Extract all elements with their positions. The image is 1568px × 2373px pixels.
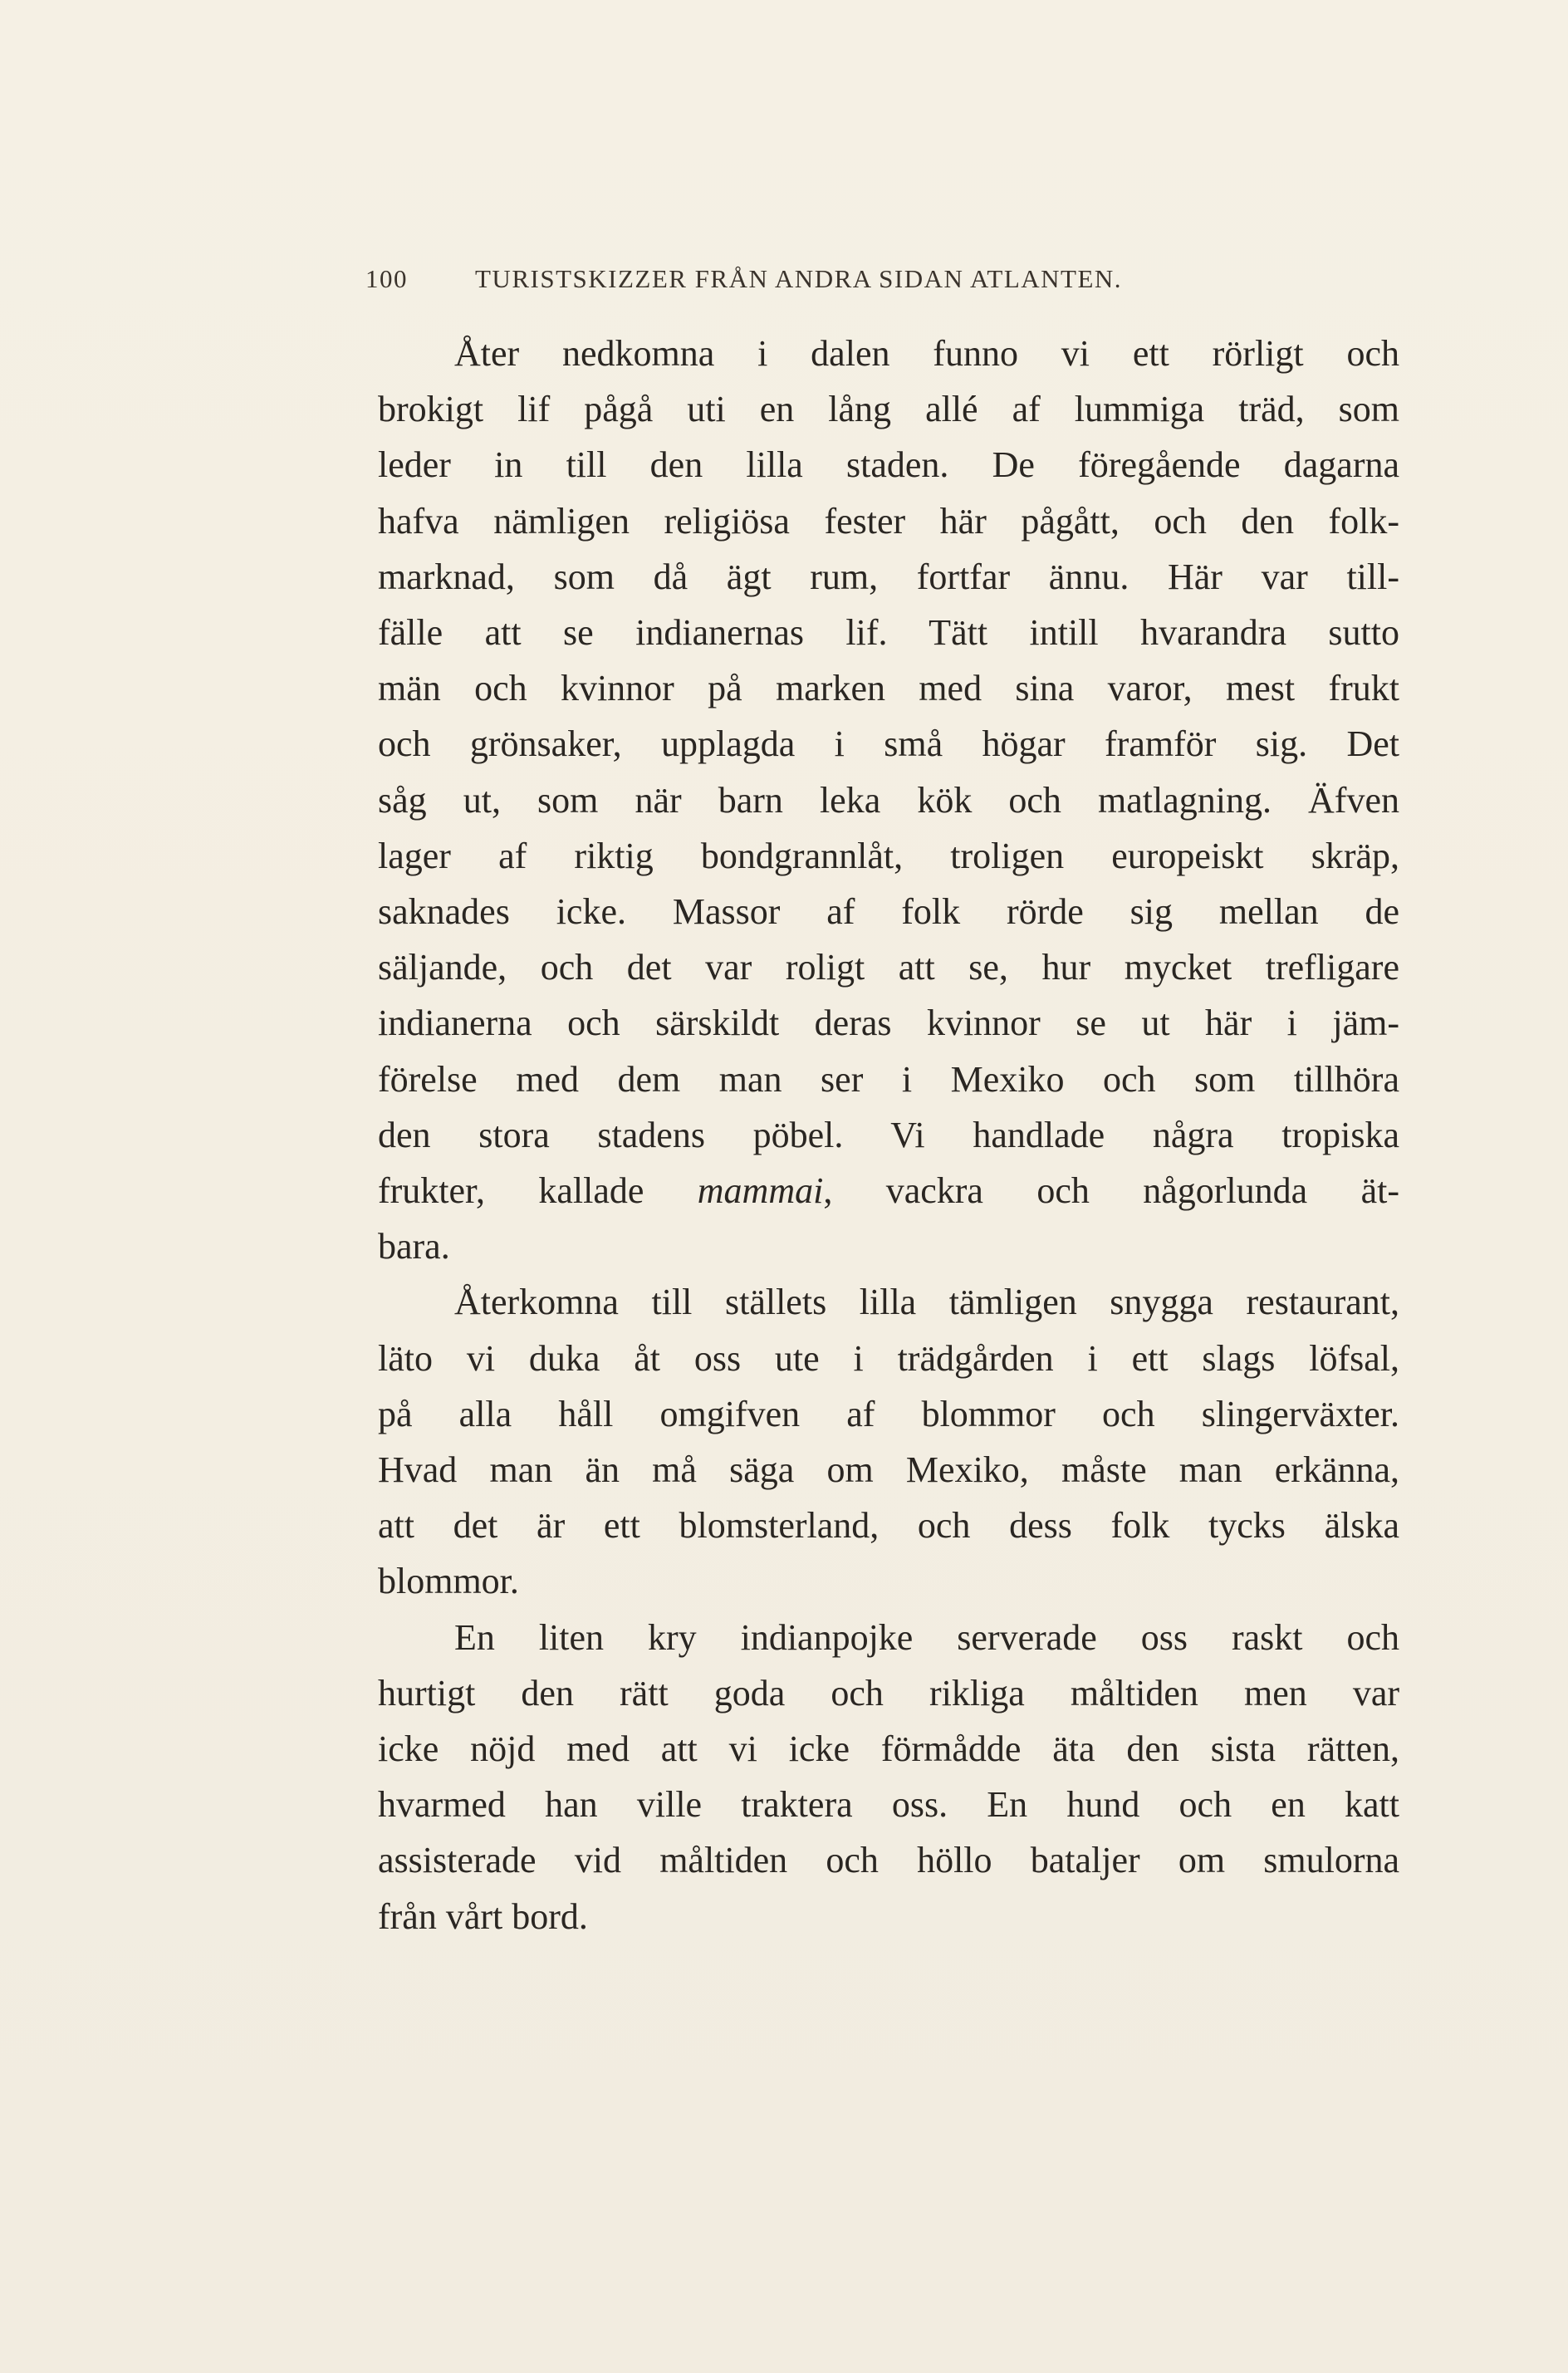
text-segment: , vackra och någorlunda ät- [823, 1170, 1399, 1212]
text-line: Återkomna till ställets lilla tämligen snygga restaurant, [454, 1282, 1399, 1323]
text-line: saknades icke. Massor af folk rörde sig mellan de [378, 891, 1399, 933]
text-line: den stora stadens pöbel. Vi handlade några tropiska [378, 1114, 1399, 1155]
text-line: och grönsaker, upplagda i små högar framför sig. Det [378, 723, 1399, 765]
text-line: bara. [378, 1226, 450, 1267]
text-line: brokigt lif pågå uti en lång allé af lummiga träd, som [378, 389, 1399, 430]
text-line: säljande, och det var roligt att se, hur mycket trefligare [378, 947, 1399, 988]
text-line: Åter nedkomna i dalen funno vi ett rörligt och [454, 333, 1399, 374]
text-line: män och kvinnor på marken med sina varor, mest frukt [378, 668, 1399, 709]
text-line: blommor. [378, 1561, 519, 1602]
italic-term: mammai [697, 1170, 824, 1212]
body-text [378, 326, 1399, 1944]
text-line: från vårt bord. [378, 1895, 588, 1937]
text-line: hvarmed han ville traktera oss. En hund och en katt [378, 1784, 1399, 1826]
paragraph-1 [378, 326, 1399, 1274]
text-line: En liten kry indianpojke serverade oss raskt och [454, 1616, 1399, 1658]
text-segment: frukter, kallade [378, 1170, 698, 1212]
text-line: lager af riktig bondgrannlåt, troligen europeiskt skräp, [378, 835, 1399, 876]
text-line: att det är ett blomsterland, och dess folk tycks älska [378, 1505, 1399, 1547]
page-header [365, 264, 1395, 306]
text-line: leder in till den lilla staden. De föregående dagarna [378, 444, 1399, 486]
text-line: icke nöjd med att vi icke förmådde äta den sista rätten, [378, 1728, 1399, 1770]
text-line: på alla håll omgifven af blommor och slingerväxter. [378, 1393, 1399, 1434]
paragraph-2 [378, 1274, 1399, 1609]
text-line: assisterade vid måltiden och höllo bataljer om smulorna [378, 1840, 1399, 1881]
text-line: såg ut, som när barn leka kök och matlagning. Äfven [378, 779, 1399, 821]
text-line: indianerna och särskildt deras kvinnor se ut här i jäm- [378, 1003, 1399, 1044]
text-line: Hvad man än må säga om Mexiko, måste man erkänna, [378, 1449, 1399, 1491]
text-line: läto vi duka åt oss ute i trädgården i ett slags löfsal, [378, 1337, 1399, 1379]
text-line: marknad, som då ägt rum, fortfar ännu. Här var till- [378, 556, 1399, 597]
text-line: fälle att se indianernas lif. Tätt intill hvarandra sutto [378, 612, 1399, 654]
text-line: förelse med dem man ser i Mexiko och som tillhöra [378, 1058, 1399, 1100]
page-number: 100 [365, 264, 408, 293]
text-line: hurtigt den rätt goda och rikliga måltiden men var [378, 1672, 1399, 1714]
paragraph-3 [378, 1610, 1399, 1944]
text-line-with-italic [378, 1163, 1399, 1218]
running-head: TURISTSKIZZER FRÅN ANDRA SIDAN ATLANTEN. [475, 264, 1123, 293]
text-line: hafva nämligen religiösa fester här pågått, och den folk- [378, 500, 1399, 542]
